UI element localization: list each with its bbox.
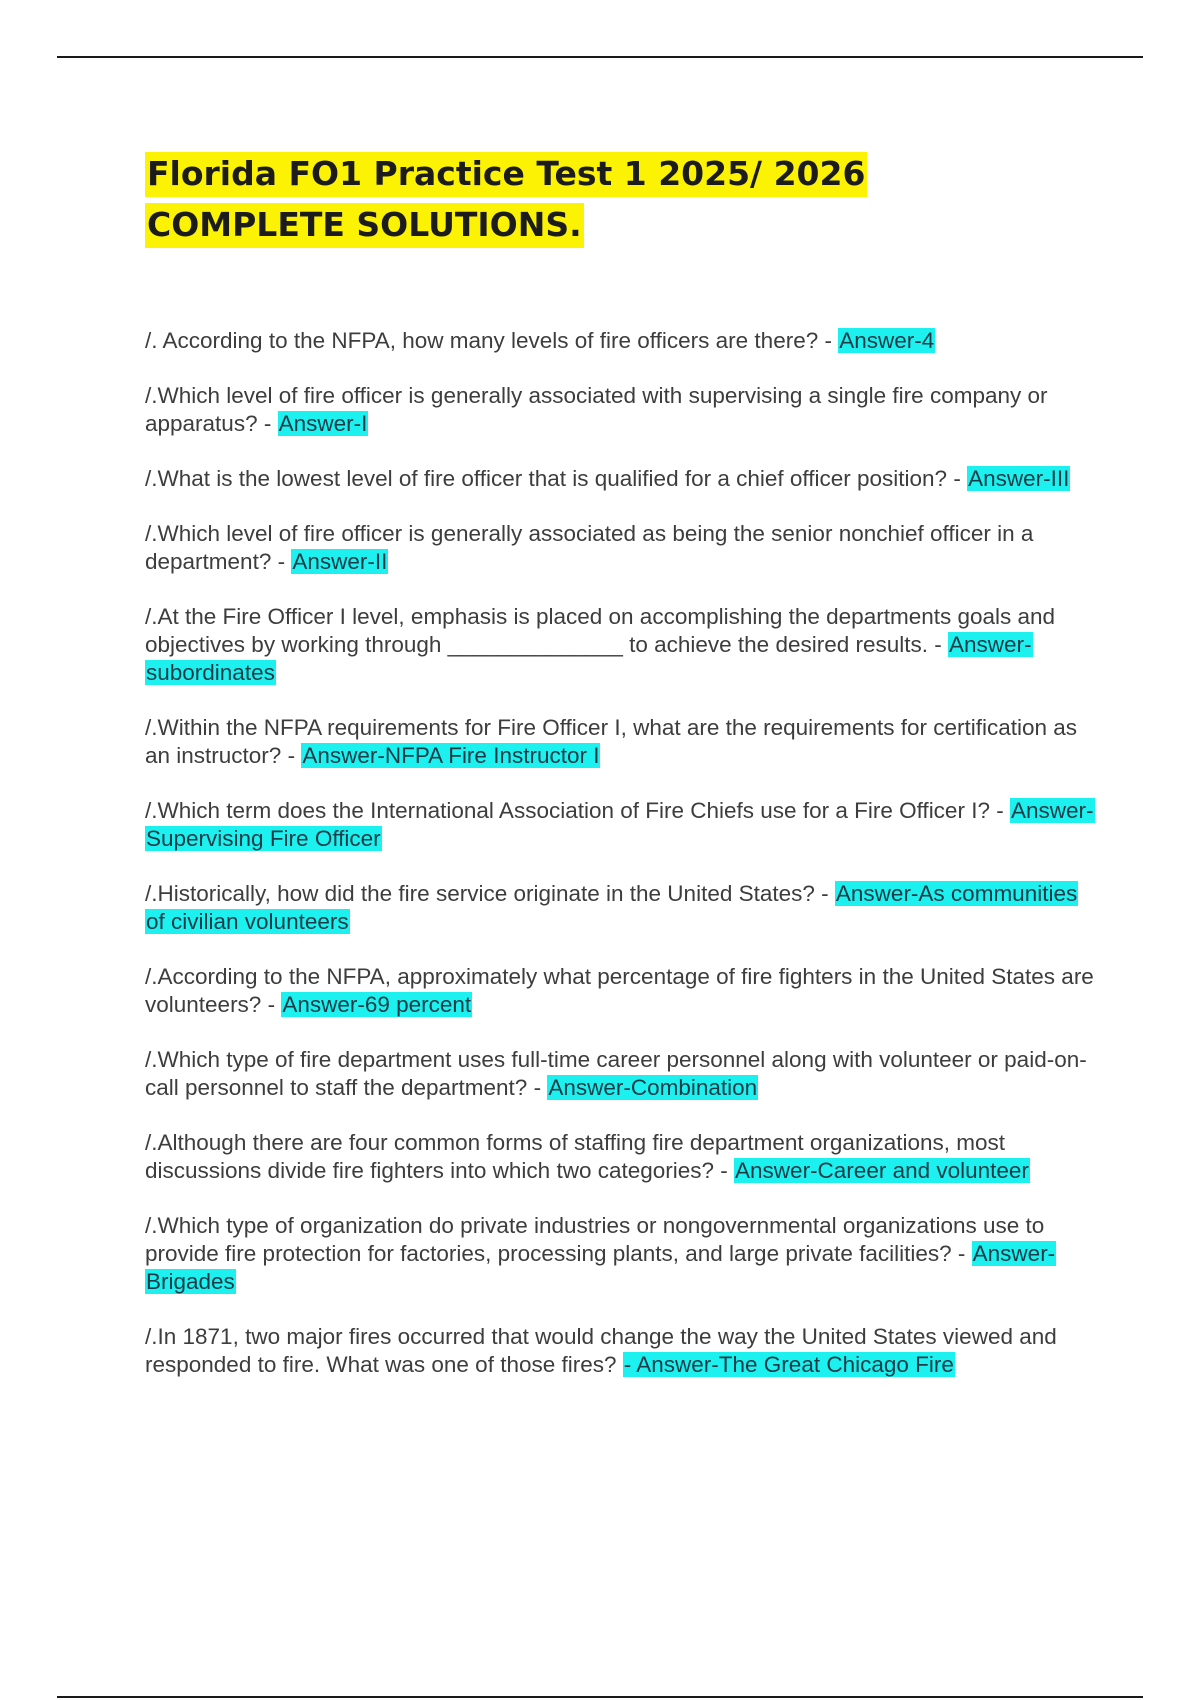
question-item <box>145 963 1095 1019</box>
question-item <box>145 520 1095 576</box>
answer-highlight: Answer-Supervising Fire Officer <box>146 798 1094 851</box>
answer-highlight: Answer-subordinates <box>146 632 1032 685</box>
question-item <box>145 714 1095 770</box>
question-text: /.Historically, how did the fire service originate in the United States? - <box>145 881 835 906</box>
question-text: /.Which type of organization do private industries or nongovernmental organizations use to provide fire protection for factories, processing plants, and large private facilities? - <box>145 1213 1045 1266</box>
question-item <box>145 1129 1095 1185</box>
question-text: /.According to the NFPA, approximately what percentage of fire fighters in the United States are volunteers? - <box>145 964 1094 1017</box>
answer-highlight: - Answer-The Great Chicago Fire <box>623 1352 954 1377</box>
question-text: /.Which term does the International Association of Fire Chiefs use for a Fire Officer I? - <box>145 798 1010 823</box>
question-item <box>145 1323 1095 1379</box>
question-item <box>145 603 1095 687</box>
answer-highlight: Answer-69 percent <box>282 992 472 1017</box>
question-text: /.At the Fire Officer I level, emphasis is placed on accomplishing the departments goals and objectives by working through ______________ to achieve the desired results. - <box>145 604 1056 657</box>
answer-highlight: Answer-Brigades <box>146 1241 1056 1294</box>
top-rule <box>57 56 1143 58</box>
question-text: /.Although there are four common forms of staffing fire department organizations, most discussions divide fire fighters into which two categories? - <box>145 1130 1006 1183</box>
question-item <box>145 1046 1095 1102</box>
question-text: /.In 1871, two major fires occurred that would change the way the United States viewed and responded to fire. What was one of those fires? <box>145 1324 1057 1377</box>
question-text: /.What is the lowest level of fire officer that is qualified for a chief officer position? - <box>145 466 968 491</box>
question-text: /.Which level of fire officer is generally associated as being the senior nonchief officer in a department? - <box>145 521 1034 574</box>
answer-highlight: Answer-I <box>278 411 368 436</box>
title-highlight: Florida FO1 Practice Test 1 2025/ 2026 COMPLETE SOLUTIONS. <box>145 152 867 248</box>
bottom-rule <box>57 1696 1143 1698</box>
question-text: /. According to the NFPA, how many levels of fire officers are there? - <box>145 328 839 353</box>
answer-highlight: Answer-II <box>292 549 388 574</box>
question-text: /.Within the NFPA requirements for Fire Officer I, what are the requirements for certification as an instructor? - <box>145 715 1078 768</box>
answer-highlight: Answer-Career and volunteer <box>735 1158 1029 1183</box>
question-item <box>145 327 1095 355</box>
answer-highlight: Answer-4 <box>839 328 935 353</box>
question-item <box>145 1212 1095 1296</box>
question-item <box>145 880 1095 936</box>
answer-highlight: Answer-Combination <box>548 1075 758 1100</box>
question-item <box>145 465 1095 493</box>
question-item <box>145 382 1095 438</box>
question-item <box>145 797 1095 853</box>
answer-highlight: Answer-As communities of civilian volunteers <box>146 881 1078 934</box>
question-text: /.Which type of fire department uses full-time career personnel along with volunteer or paid-on-call personnel to staff the department? - <box>145 1047 1087 1100</box>
answer-highlight: Answer-III <box>968 466 1070 491</box>
question-text: /.Which level of fire officer is generally associated with supervising a single fire company or apparatus? - <box>145 383 1048 436</box>
document-title <box>145 148 1045 250</box>
question-list <box>145 327 1095 1379</box>
answer-highlight: Answer-NFPA Fire Instructor I <box>302 743 600 768</box>
